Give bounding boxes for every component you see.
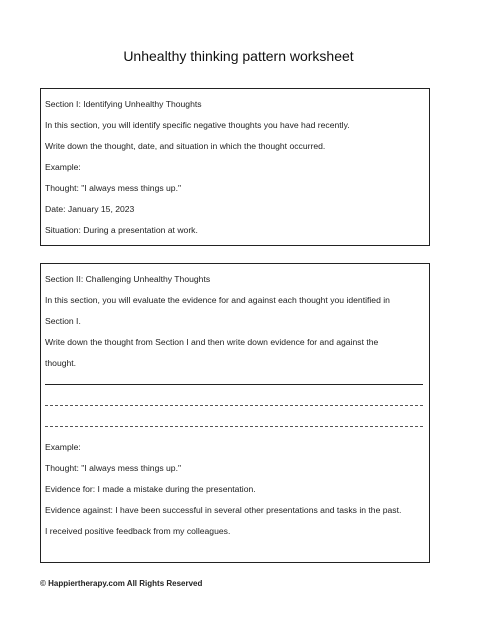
section-1-example-date: Date: January 15, 2023 — [45, 204, 135, 214]
section-1-instruction: Write down the thought, date, and situation in which the thought occurred. — [45, 141, 326, 151]
section-2-instruction: thought. — [45, 358, 77, 368]
section-1-box — [40, 88, 430, 246]
writing-line — [45, 395, 425, 416]
section-1-instruction: In this section, you will identify specific negative thoughts you have had recently. — [45, 120, 350, 130]
section-1-example-label: Example: — [45, 162, 81, 172]
section-2-evidence-against-continued: I received positive feedback from my colleagues. — [45, 526, 231, 536]
section-2-example-thought: Thought: "I always mess things up." — [45, 463, 182, 473]
section-2-instruction: Section I. — [45, 316, 81, 326]
writing-line — [45, 416, 425, 437]
copyright-footer: © Happiertherapy.com All Rights Reserved — [40, 579, 203, 588]
section-2-evidence-for: Evidence for: I made a mistake during the presentation. — [45, 484, 256, 494]
section-2-heading: Section II: Challenging Unhealthy Thoughts — [45, 274, 211, 284]
worksheet-title: Unhealthy thinking pattern worksheet — [123, 48, 354, 64]
section-1-example-thought: Thought: "I always mess things up." — [45, 183, 182, 193]
section-1-heading: Section I: Identifying Unhealthy Thoughts — [45, 99, 202, 109]
section-1-example-situation: Situation: During a presentation at work. — [45, 225, 198, 235]
section-2-evidence-against: Evidence against: I have been successful in several other presentations and tasks in the past. — [45, 505, 402, 515]
section-2-box — [40, 263, 430, 563]
writing-line — [45, 374, 425, 395]
section-2-example-label: Example: — [45, 442, 81, 452]
section-2-instruction: Write down the thought from Section I and then write down evidence for and against the — [45, 337, 379, 347]
section-2-instruction: In this section, you will evaluate the evidence for and against each thought you identified in — [45, 295, 390, 305]
